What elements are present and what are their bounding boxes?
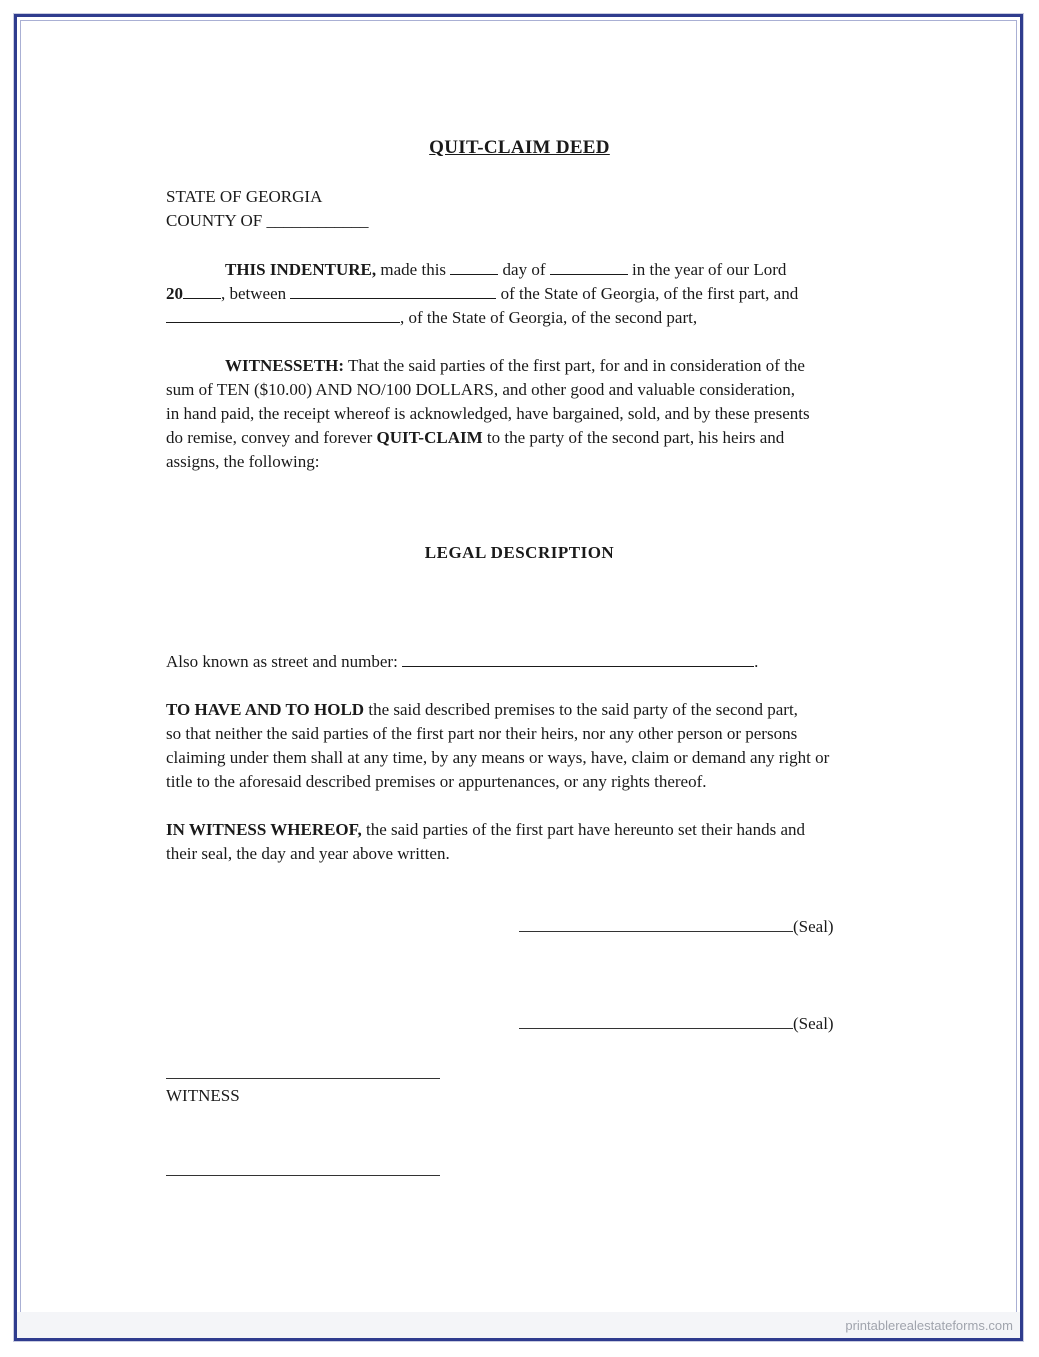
signature-blank-1 xyxy=(519,915,793,932)
witness-signature-line xyxy=(166,1078,440,1079)
indenture-line-2: 20 , between of the State of Georgia, of the first part, and xyxy=(166,284,799,303)
county-line xyxy=(166,209,368,233)
witnesseth-line-1: WITNESSETH: That the said parties of the first part, for and in consideration of the xyxy=(225,356,805,375)
county-label: COUNTY OF xyxy=(166,211,263,230)
document-title: QUIT-CLAIM DEED xyxy=(429,137,610,158)
indenture-line-1: THIS INDENTURE, made this day of in the year of our Lord xyxy=(225,260,787,279)
in-witness-line-2: their seal, the day and year above written. xyxy=(166,844,450,863)
signature-line-2 xyxy=(519,1012,834,1036)
to-have-line-4: title to the aforesaid described premises or appurtenances, or any rights thereof. xyxy=(166,772,707,791)
month-blank xyxy=(550,259,628,275)
to-have-line-3: claiming under them shall at any time, by any means or ways, have, claim or demand any right or xyxy=(166,748,830,767)
witnesseth-line-3: in hand paid, the receipt whereof is acknowledged, have bargained, sold, and by these presents xyxy=(166,404,810,423)
year-blank xyxy=(183,283,221,299)
second-party-blank xyxy=(166,307,400,323)
footer-watermark: printablerealestateforms.com xyxy=(845,1318,1013,1333)
seal-label-2: (Seal) xyxy=(793,1014,834,1033)
witness-label: WITNESS xyxy=(166,1086,240,1105)
seal-label-1: (Seal) xyxy=(793,917,834,936)
street-blank xyxy=(402,651,754,667)
witnesseth-lead: WITNESSETH: xyxy=(225,356,345,375)
street-label: Also known as street and number: xyxy=(166,652,403,671)
witnesseth-line-2: sum of TEN ($10.00) AND NO/100 DOLLARS, and other good and valuable consideration, xyxy=(166,380,796,399)
in-witness-lead: IN WITNESS WHEREOF, xyxy=(166,820,362,839)
indenture-line-3: , of the State of Georgia, of the second part, xyxy=(166,306,697,330)
legal-description-heading: LEGAL DESCRIPTION xyxy=(424,543,615,562)
in-witness-line-1: IN WITNESS WHEREOF, the said parties of the first part have hereunto set their hands and xyxy=(166,820,806,839)
indenture-lead: THIS INDENTURE, xyxy=(225,260,377,279)
first-party-blank xyxy=(290,283,496,299)
signature-line-1 xyxy=(519,915,834,939)
state-line: STATE OF GEORGIA xyxy=(166,187,323,206)
signature-blank-2 xyxy=(519,1012,793,1029)
witnesseth-line-4: do remise, convey and forever QUIT-CLAIM to the party of the second part, his heirs and xyxy=(166,428,785,447)
witnesseth-line-5: assigns, the following: xyxy=(166,452,320,471)
county-blank: ____________ xyxy=(266,211,369,230)
year-prefix: 20 xyxy=(166,284,183,303)
second-witness-line xyxy=(166,1175,440,1176)
day-blank xyxy=(450,259,498,275)
to-have-lead: TO HAVE AND TO HOLD xyxy=(166,700,365,719)
to-have-line-2: so that neither the said parties of the first part nor their heirs, nor any other person or persons xyxy=(166,724,798,743)
to-have-line-1: TO HAVE AND TO HOLD the said described premises to the said party of the second part, xyxy=(166,700,798,719)
street-line: Also known as street and number: . xyxy=(166,652,759,671)
